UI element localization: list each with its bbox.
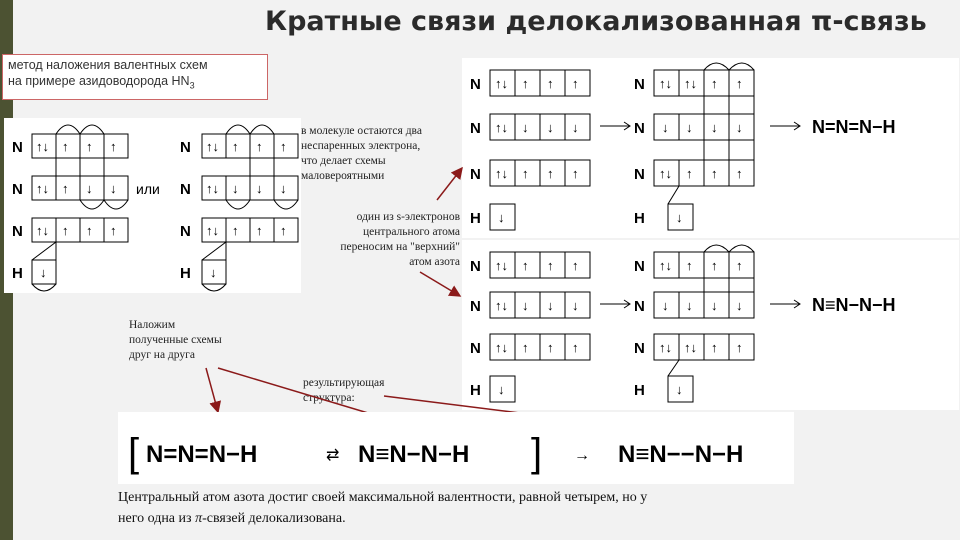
result-right-formula: N≡N−−N−H bbox=[618, 441, 744, 468]
svg-text:↑: ↑ bbox=[62, 181, 69, 196]
rb-atom-right-3: N bbox=[634, 340, 645, 357]
svg-text:↓: ↓ bbox=[736, 298, 743, 313]
conclusion-text: Центральный атом азота достиг своей максимальной валентности, равной четырем, но у него одна из π-связей делокализована. bbox=[118, 490, 648, 526]
svg-text:↓: ↓ bbox=[498, 210, 505, 225]
svg-text:↑: ↑ bbox=[547, 76, 554, 91]
svg-text:↑: ↑ bbox=[572, 76, 579, 91]
svg-text:↑↓: ↑↓ bbox=[495, 340, 508, 355]
svg-text:↓: ↓ bbox=[572, 120, 579, 135]
svg-text:↓: ↓ bbox=[662, 298, 669, 313]
svg-text:↑↓: ↑↓ bbox=[495, 258, 508, 273]
rt-atom-left-3: N bbox=[470, 166, 481, 183]
rt-atom-left-1: N bbox=[470, 76, 481, 93]
svg-text:↑: ↑ bbox=[62, 139, 69, 154]
slide-title: Кратные связи делокализованная π-связь bbox=[265, 6, 927, 37]
svg-text:↑: ↑ bbox=[110, 223, 117, 238]
svg-text:↓: ↓ bbox=[547, 298, 554, 313]
svg-text:[: [ bbox=[128, 431, 140, 475]
svg-text:↓: ↓ bbox=[547, 120, 554, 135]
svg-text:↑: ↑ bbox=[522, 76, 529, 91]
svg-text:↑: ↑ bbox=[736, 166, 743, 181]
left-atom-n3: N bbox=[12, 223, 23, 240]
svg-text:↑: ↑ bbox=[711, 76, 718, 91]
svg-text:↑↓: ↑↓ bbox=[659, 258, 672, 273]
arrow-overlay-to-result bbox=[206, 368, 218, 412]
svg-text:↑: ↑ bbox=[62, 223, 69, 238]
svg-text:↑: ↑ bbox=[572, 340, 579, 355]
svg-text:↑: ↑ bbox=[232, 139, 239, 154]
svg-text:↑↓: ↑↓ bbox=[36, 139, 49, 154]
svg-text:↓: ↓ bbox=[662, 120, 669, 135]
rt-formula: N=N=N−H bbox=[812, 117, 896, 137]
svg-text:]: ] bbox=[531, 431, 543, 475]
svg-text:↓: ↓ bbox=[686, 120, 693, 135]
svg-text:↑↓: ↑↓ bbox=[495, 76, 508, 91]
or-label: или bbox=[136, 181, 160, 197]
left-atom-n2: N bbox=[12, 181, 23, 198]
svg-text:↑: ↑ bbox=[280, 223, 287, 238]
note-result: результирующая структура: bbox=[303, 377, 385, 404]
rt-atom-right-2: N bbox=[634, 120, 645, 137]
left-atom-n1: N bbox=[12, 139, 23, 156]
svg-text:↑: ↑ bbox=[522, 258, 529, 273]
result-middle-formula: N≡N−N−H bbox=[358, 441, 470, 468]
svg-text:↑: ↑ bbox=[110, 139, 117, 154]
svg-text:↑: ↑ bbox=[256, 223, 263, 238]
svg-text:↑: ↑ bbox=[686, 258, 693, 273]
svg-text:↓: ↓ bbox=[711, 298, 718, 313]
svg-text:↑↓: ↑↓ bbox=[206, 223, 219, 238]
svg-text:↓: ↓ bbox=[522, 298, 529, 313]
note-overlay: Наложим полученные схемы друг на друга bbox=[129, 319, 222, 361]
svg-text:↑↓: ↑↓ bbox=[495, 298, 508, 313]
left-atom-h: H bbox=[12, 265, 23, 282]
svg-text:↓: ↓ bbox=[256, 181, 263, 196]
svg-text:↑: ↑ bbox=[86, 223, 93, 238]
svg-text:↑↓: ↑↓ bbox=[206, 139, 219, 154]
rb-atom-left-4: H bbox=[470, 382, 481, 399]
svg-text:↑: ↑ bbox=[572, 258, 579, 273]
svg-text:↑: ↑ bbox=[736, 340, 743, 355]
svg-text:↑: ↑ bbox=[232, 223, 239, 238]
rb-atom-left-1: N bbox=[470, 258, 481, 275]
rb-atom-left-2: N bbox=[470, 298, 481, 315]
right-atom-n3: N bbox=[180, 223, 191, 240]
svg-text:↑: ↑ bbox=[711, 166, 718, 181]
svg-text:↑: ↑ bbox=[522, 166, 529, 181]
rt-atom-right-4: H bbox=[634, 210, 645, 227]
svg-text:↑: ↑ bbox=[686, 166, 693, 181]
arrow-to-bottom-scheme bbox=[420, 272, 460, 296]
method-line-1: метод наложения валентных схем bbox=[8, 58, 208, 72]
svg-text:⇄: ⇄ bbox=[326, 447, 340, 464]
svg-text:→: → bbox=[574, 447, 590, 464]
svg-text:↑: ↑ bbox=[280, 139, 287, 154]
svg-text:↑: ↑ bbox=[547, 166, 554, 181]
note-s-electron: один из s-электронов центрального атома переносим на "верхний" атом азота bbox=[340, 211, 460, 268]
svg-text:↓: ↓ bbox=[736, 120, 743, 135]
svg-text:↑↓: ↑↓ bbox=[684, 76, 697, 91]
svg-text:↑↓: ↑↓ bbox=[36, 223, 49, 238]
svg-text:↓: ↓ bbox=[498, 382, 505, 397]
svg-text:↑↓: ↑↓ bbox=[206, 181, 219, 196]
rt-atom-right-1: N bbox=[634, 76, 645, 93]
svg-text:↑: ↑ bbox=[736, 76, 743, 91]
svg-text:↓: ↓ bbox=[572, 298, 579, 313]
svg-text:↑: ↑ bbox=[86, 139, 93, 154]
svg-text:↑: ↑ bbox=[572, 166, 579, 181]
svg-text:↓: ↓ bbox=[522, 120, 529, 135]
svg-text:↑↓: ↑↓ bbox=[684, 340, 697, 355]
svg-text:↑: ↑ bbox=[256, 139, 263, 154]
svg-text:↑: ↑ bbox=[547, 258, 554, 273]
rb-atom-right-4: H bbox=[634, 382, 645, 399]
rb-formula: N≡N−N−H bbox=[812, 295, 896, 315]
svg-text:↓: ↓ bbox=[686, 298, 693, 313]
svg-text:↑: ↑ bbox=[711, 258, 718, 273]
svg-text:↑↓: ↑↓ bbox=[495, 120, 508, 135]
svg-text:↓: ↓ bbox=[711, 120, 718, 135]
svg-text:↑: ↑ bbox=[547, 340, 554, 355]
rt-atom-right-3: N bbox=[634, 166, 645, 183]
svg-text:↓: ↓ bbox=[110, 181, 117, 196]
svg-text:↓: ↓ bbox=[40, 265, 47, 280]
svg-text:↓: ↓ bbox=[86, 181, 93, 196]
svg-text:↓: ↓ bbox=[676, 210, 683, 225]
svg-text:↑↓: ↑↓ bbox=[659, 340, 672, 355]
svg-text:↓: ↓ bbox=[232, 181, 239, 196]
method-line-2: на примере азидоводорода $HN_3$ bbox=[8, 74, 195, 91]
right-atom-h: H bbox=[180, 265, 191, 282]
svg-text:↑↓: ↑↓ bbox=[495, 166, 508, 181]
right-atom-n2: N bbox=[180, 181, 191, 198]
rt-atom-left-4: H bbox=[470, 210, 481, 227]
result-left-formula: N=N=N−H bbox=[146, 441, 258, 468]
svg-text:↑↓: ↑↓ bbox=[659, 166, 672, 181]
rb-atom-right-1: N bbox=[634, 258, 645, 275]
svg-text:↑: ↑ bbox=[736, 258, 743, 273]
arrow-to-top-scheme bbox=[437, 168, 462, 200]
rb-atom-right-2: N bbox=[634, 298, 645, 315]
svg-text:↑: ↑ bbox=[711, 340, 718, 355]
note-two-unpaired: в молекуле остаются два неспаренных электрона, что делает схемы маловероятными bbox=[301, 125, 422, 182]
svg-text:↓: ↓ bbox=[676, 382, 683, 397]
svg-text:↓: ↓ bbox=[280, 181, 287, 196]
right-atom-n1: N bbox=[180, 139, 191, 156]
svg-text:↑↓: ↑↓ bbox=[659, 76, 672, 91]
result-structure-strip bbox=[118, 412, 794, 484]
rb-atom-left-3: N bbox=[470, 340, 481, 357]
svg-text:↑: ↑ bbox=[522, 340, 529, 355]
rt-atom-left-2: N bbox=[470, 120, 481, 137]
svg-text:↓: ↓ bbox=[210, 265, 217, 280]
svg-text:↑↓: ↑↓ bbox=[36, 181, 49, 196]
